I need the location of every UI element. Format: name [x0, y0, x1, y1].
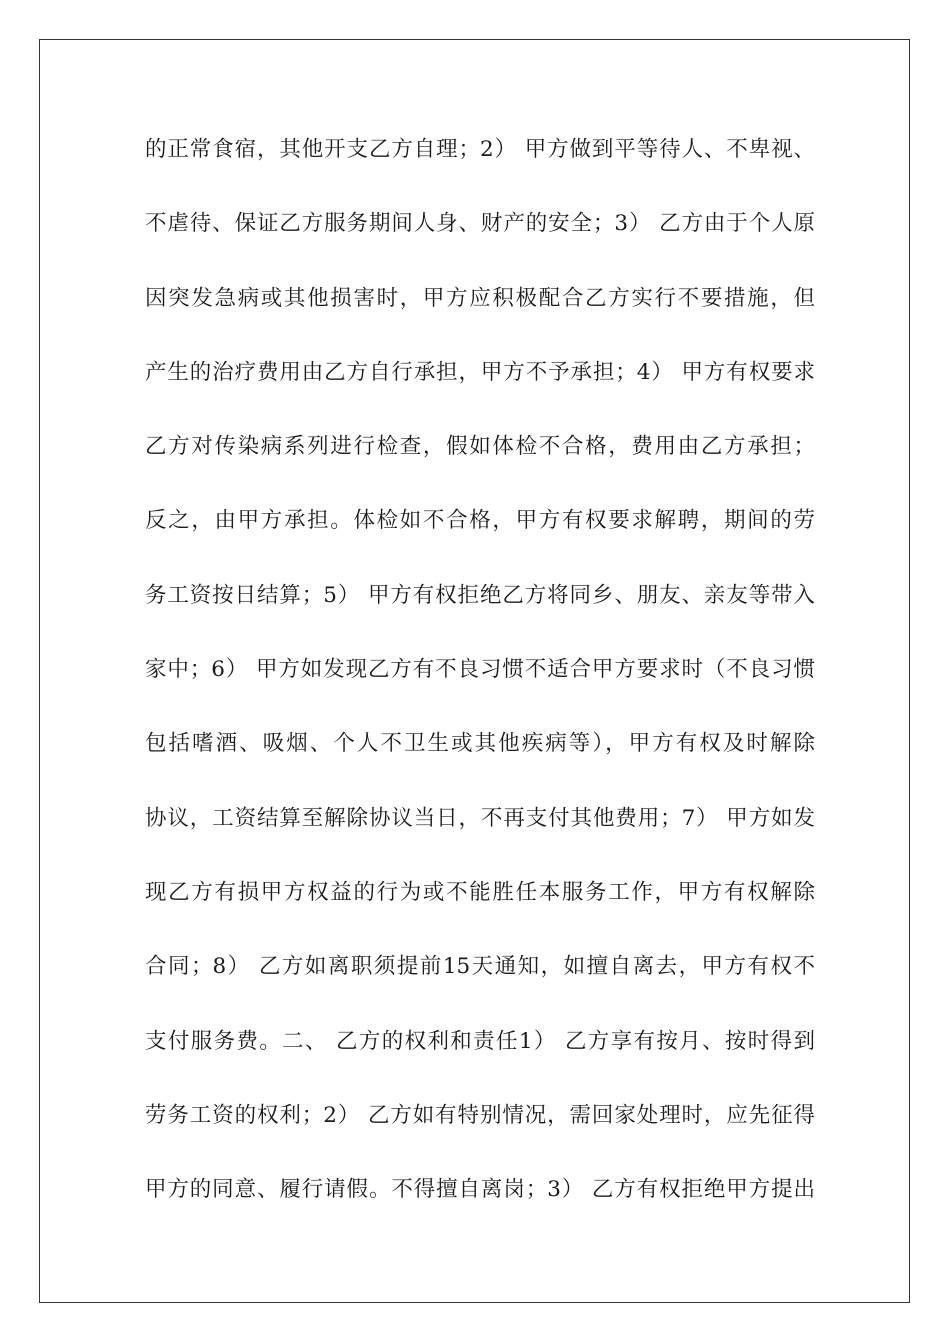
text-line: 支付服务费。二、 乙方的权利和责任1） 乙方享有按月、按时得到	[145, 1028, 815, 1054]
text-line: 甲方的同意、履行请假。不得擅自离岗；3） 乙方有权拒绝甲方提出	[145, 1177, 815, 1203]
text-line: 反之，由甲方承担。体检如不合格，甲方有权要求解聘，期间的劳	[145, 508, 815, 534]
text-line: 合同；8） 乙方如离职须提前15天通知，如擅自离去，甲方有权不	[145, 954, 815, 980]
text-line: 劳务工资的权利；2） 乙方如有特别情况，需回家处理时，应先征得	[145, 1102, 815, 1128]
text-line: 务工资按日结算；5） 甲方有权拒绝乙方将同乡、朋友、亲友等带入	[145, 582, 815, 608]
text-line: 产生的治疗费用由乙方自行承担，甲方不予承担；4） 甲方有权要求	[145, 359, 815, 385]
document-body	[145, 130, 815, 1244]
text-line: 的正常食宿，其他开支乙方自理；2） 甲方做到平等待人、不卑视、	[145, 137, 815, 162]
text-line: 乙方对传染病系列进行检查，假如体检不合格，费用由乙方承担；	[145, 434, 815, 460]
text-line: 不虐待、保证乙方服务期间人身、财产的安全；3） 乙方由于个人原	[145, 211, 815, 237]
text-line: 因突发急病或其他损害时，甲方应积极配合乙方实行不要措施，但	[145, 285, 815, 311]
text-line: 包括嗜酒、吸烟、个人不卫生或其他疾病等），甲方有权及时解除	[145, 731, 815, 757]
text-line: 协议，工资结算至解除协议当日，不再支付其他费用；7） 甲方如发	[145, 805, 815, 831]
text-line: 现乙方有损甲方权益的行为或不能胜任本服务工作，甲方有权解除	[145, 879, 815, 905]
text-line: 家中；6） 甲方如发现乙方有不良习惯不适合甲方要求时（不良习惯	[145, 657, 815, 683]
